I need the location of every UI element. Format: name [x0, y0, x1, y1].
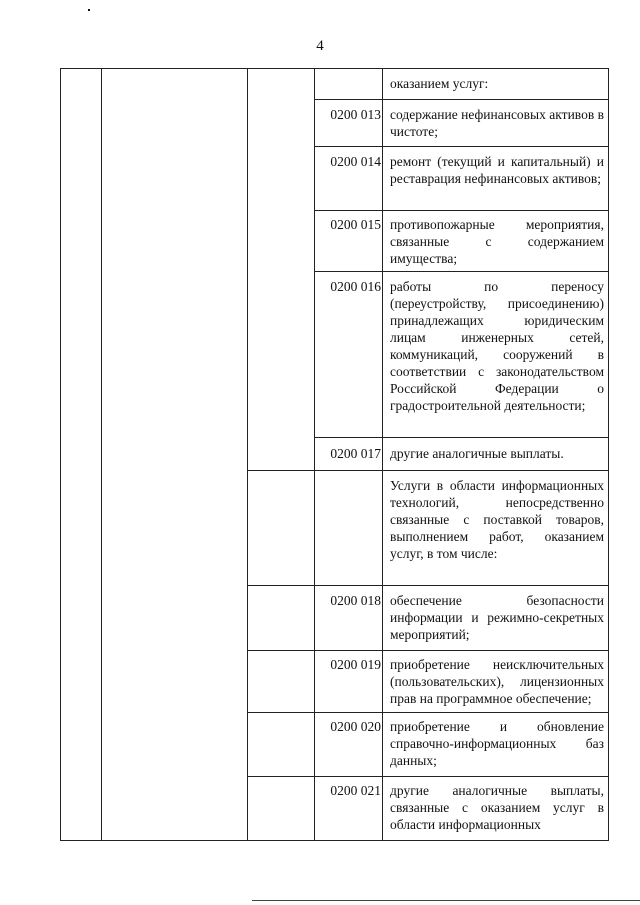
column-divider	[247, 69, 248, 841]
row-code: 0200 021	[330, 783, 381, 798]
row-divider	[314, 271, 609, 272]
row-code: 0200 018	[330, 593, 381, 608]
row-text: обеспечение безопасности информации и режимно-секретных мероприятий;	[390, 593, 604, 642]
scan-speck	[88, 9, 90, 11]
row-text: другие аналогичные выплаты.	[390, 446, 564, 461]
classification-table	[60, 68, 609, 841]
row-code: 0200 017	[330, 446, 381, 461]
row-text: оказанием услуг:	[390, 76, 489, 91]
section-divider	[247, 470, 609, 471]
column-divider	[314, 69, 315, 841]
row-code: 0200 020	[330, 719, 381, 734]
row-code: 0200 015	[330, 217, 381, 232]
page-number: 4	[316, 38, 324, 54]
column-divider	[382, 69, 383, 841]
row-text: содержание нефинансовых активов в чистоте;	[390, 107, 604, 139]
row-text: ремонт (текущий и капитальный) и реставрация нефинансовых активов;	[390, 154, 604, 186]
row-divider	[314, 210, 609, 211]
table-bottom-border	[61, 840, 609, 841]
row-divider	[314, 99, 609, 100]
row-divider	[247, 650, 609, 651]
row-code: 0200 016	[330, 279, 381, 294]
row-divider	[247, 585, 609, 586]
row-divider	[314, 437, 609, 438]
row-text: другие аналогичные выплаты, связанные с оказанием услуг в области информационных	[390, 783, 604, 832]
row-divider	[314, 146, 609, 147]
row-code: 0200 013	[330, 107, 381, 122]
row-text: приобретение и обновление справочно-информационных баз данных;	[390, 719, 604, 768]
row-code: 0200 019	[330, 657, 381, 672]
column-divider	[608, 69, 609, 841]
row-text: работы по переносу (переустройству, присоединению) принадлежащих юридическим лицам инженерных сетей, коммуникаций, сооружений в соответствии с законодательством Российской Федерации о градостроительной деятельности;	[390, 279, 604, 413]
row-text: приобретение неисключительных (пользовательских), лицензионных прав на программное обеспечение;	[390, 657, 604, 706]
scan-edge-line	[252, 900, 640, 901]
section-heading-text: Услуги в области информационных технологий, непосредственно связанные с поставкой товаров, выполнением работ, оказанием услуг, в том числе:	[390, 478, 604, 561]
column-divider	[101, 69, 102, 841]
row-text: противопожарные мероприятия, связанные с содержанием имущества;	[390, 217, 604, 266]
row-divider	[247, 712, 609, 713]
row-code: 0200 014	[330, 154, 381, 169]
row-divider	[247, 776, 609, 777]
